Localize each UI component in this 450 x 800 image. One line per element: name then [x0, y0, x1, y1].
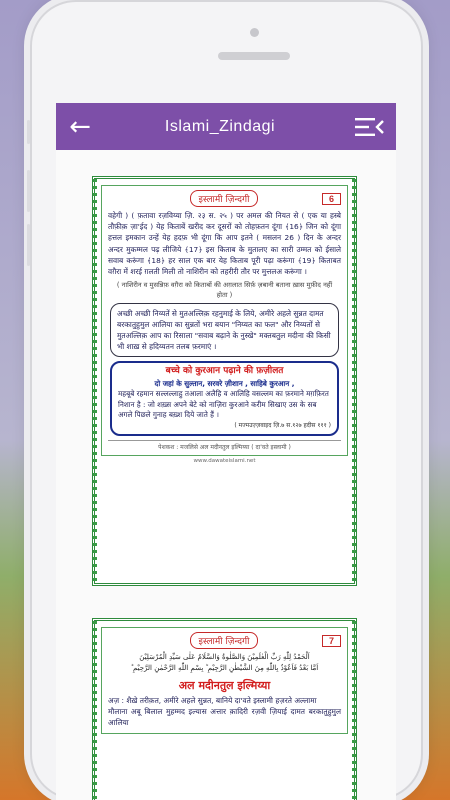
app-title: Islami_Zindagi: [164, 117, 276, 135]
author-line-2: मौलाना अबू बिलाल मुहम्मद इल्यास अत्तार क़ादिरी रज़वी ज़ियाई दामत बरकातुहुमुल आलिया: [108, 707, 341, 728]
volume-up-button: [27, 170, 30, 212]
website-link[interactable]: www.dawateislami.net: [193, 458, 256, 465]
front-camera: [250, 28, 259, 37]
page-border-vine-left: [93, 179, 97, 583]
hadith-reference: ( मज्मउज़्ज़वाइद ज़ि.७ स.१२७ हदीस १११ ): [234, 421, 331, 429]
app-bar: [56, 103, 396, 150]
page-6-content: [101, 185, 348, 456]
earpiece-speaker: [218, 52, 290, 60]
book-page-6: [92, 176, 357, 586]
page-header-title: इस्लामी ज़िन्दगी: [190, 632, 259, 649]
menu-collapse-icon: [355, 118, 385, 136]
author-line-1: अज़ : शैख़े तरीक़त, अमीरे अहले सुन्नत, बानिये दा'वते इस्लामी हज़रते अल्लामा: [108, 696, 317, 705]
hadith-box-title: बच्चे को कुरआन पढ़ाने की फ़ज़ीलत: [165, 366, 284, 377]
book-reader[interactable]: [56, 150, 396, 800]
guidance-box: अच्छी अच्छी निय्यतें से मुतअल्लिक़ रहनुमाई के लिये, अमीरे अहले सुन्नत दामत बरकातुहुमुल आलिया का सुन्नतों भरा बयान "निय्यत का फल" और निय्यतों से मुतअल्लिक़ आप का रिसाला "सवाब बढ़ाने के नुस्खे" मक्तबतुल मदीना की किसी भी शाख़ से हदिय्यतन तलब फ़रमाएं ।: [110, 303, 339, 357]
section-title: अल मदीनतुल इल्मिय्या: [178, 679, 271, 692]
mute-switch: [27, 120, 30, 144]
page-footer: पेशकश : मजलिसे अल मदीनतुल इल्मिय्या ( दा'वते इस्लामी ): [108, 440, 341, 451]
page-number: 6: [322, 193, 341, 205]
publisher-note: ( नाशिरीन व मुसन्निफ़ वग़ैरा को किताबों की अग़लात सिर्फ़ ज़बानी बताना ख़ास मुफ़ीद नहीं होता ): [116, 281, 333, 300]
volume-down-button: [27, 224, 30, 266]
menu-button[interactable]: [344, 103, 396, 150]
hadith-box-subtitle: दो जहां के सुल्तान, सरवरे ज़ीशान , साहिबे कुरआन ,: [154, 378, 295, 388]
intentions-paragraph: वहेगी ) ( फ़तावा रज़विय्या ज़ि. २३ स. २५ ) पर अमल की नियत से ( एक या हस्बे तौफ़ीक़ ज़ा'ईद ) येह किताबें खरीद कर दूसरों को तोहफ़तन दूंगा ﴾16﴿ जिन को दूंगा हत्तल इमकान उन्हें येह हदफ़ भी दूंगा कि आप इतने ( मसलन 26 ) दिन के अन्दर अन्दर मुकम्मल पढ़ लीजिये ﴾17﴿ इस किताब के मुतालए का सारी उम्मत को ईसाले सवाब करूंगा ﴾18﴿ हर साल एक बार येह किताब पूरी पढ़ा करूंगा ﴾19﴿ किताबत वग़ैरा में शरई ग़लती मिली तो नाशिरीन को तहरीरी तौर पर मुत्तलअ करूंगा ।: [108, 211, 341, 277]
page-7-content: [101, 627, 348, 734]
page-6-header: [108, 190, 341, 207]
page-number: 7: [322, 635, 341, 647]
app-screen: [56, 103, 396, 800]
arrow-left-icon: ←: [69, 111, 91, 142]
page-border-vine-right: [352, 621, 356, 800]
hadith-box: [110, 361, 339, 436]
hadith-text: महबूबे रहमान सल्लल्लाहु तआला अलैहि व आलिहि वसल्लम का फ़रमाने मग़फ़िरत निशान है : जो शख़्स अपने बेटे को नाज़िरा कुरआने करीम सिखाए उस के सब अगले पिछले गुनाह बख़्श दिये जाते हैं ।: [118, 389, 329, 420]
book-page-7: [92, 618, 357, 800]
page-border-vine-left: [93, 621, 97, 800]
arabic-praise: اَلْحَمْدُ لِلّٰهِ رَبِّ الْعٰلَمِيْنَ وَالصَّلٰوةُ وَالسَّلَامُ عَلٰى سَيِّدِ الْمُرْسَلِيْنَ: [139, 653, 310, 661]
page-7-header: [108, 632, 341, 649]
arabic-taawwuz: اَمَّا بَعْدُ فَاَعُوْذُ بِاللّٰهِ مِنَ الشَّيْطٰنِ الرَّجِيْمِ ؕ بِسْمِ اللّٰهِ الرَّحْمٰنِ الرَّحِيْمِ ؕ: [130, 664, 319, 672]
page-header-title: इस्लामी ज़िन्दगी: [190, 190, 259, 207]
back-button[interactable]: [56, 103, 104, 150]
page-border-vine-right: [352, 179, 356, 583]
